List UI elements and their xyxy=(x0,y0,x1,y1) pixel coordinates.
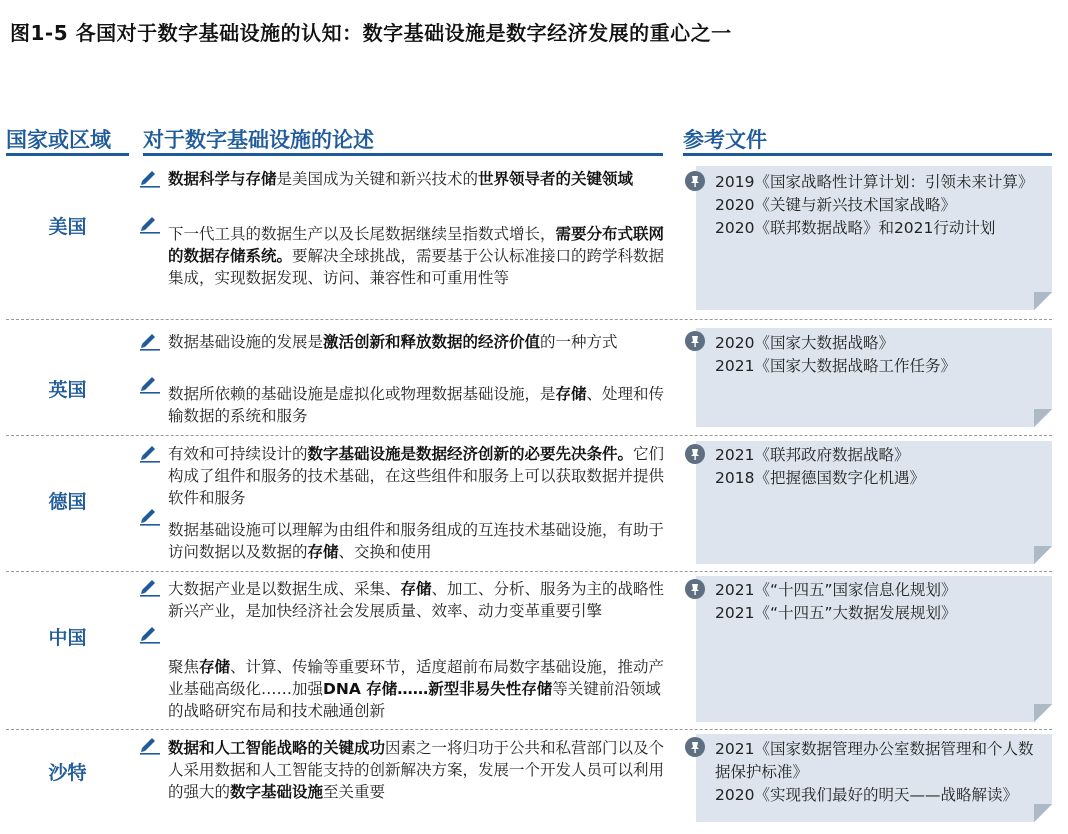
pushpin-icon xyxy=(684,443,706,465)
pen-icon xyxy=(138,374,162,394)
pushpin-icon xyxy=(684,330,706,352)
pen-icon xyxy=(138,168,162,188)
statement-china-2 xyxy=(168,656,665,722)
pen-icon xyxy=(138,735,162,755)
references-usa xyxy=(715,171,1045,240)
country-china: 中国 xyxy=(48,627,87,649)
reference-item: 2018《把握德国数字化机遇》 xyxy=(715,469,925,487)
emphasis-text: 存储 xyxy=(307,543,339,561)
statement-text: 、加工、分析、服务为主的战略性新兴产业，是加快经济社会发展质量、效率、动力变革重要引擎 xyxy=(168,580,665,620)
statement-uk-1 xyxy=(168,331,665,353)
references-germany xyxy=(715,444,1045,490)
statement-text: 的一种方式 xyxy=(540,333,618,351)
reference-item: 2021《“十四五”大数据发展规划》 xyxy=(715,604,957,622)
statement-text: 数据基础设施可以理解为由组件和服务组成的互连技术基础设施，有助于访问数据以及数据的 xyxy=(168,521,665,561)
statement-text: 数据基础设施的发展是 xyxy=(168,333,324,351)
pushpin-icon xyxy=(684,170,706,192)
reference-item: 2020《联邦数据战略》和2021行动计划 xyxy=(715,219,996,237)
statement-germany-1 xyxy=(168,443,665,509)
header-country: 国家或区域 xyxy=(6,124,129,156)
row-separator xyxy=(6,571,1052,572)
country-usa: 美国 xyxy=(48,216,87,238)
emphasis-text: 世界领导者的关键领域 xyxy=(478,170,634,188)
emphasis-text: DNA 存储……新型非易失性存储 xyxy=(323,680,553,698)
statement-uk-2 xyxy=(168,383,665,427)
pushpin-icon xyxy=(684,578,706,600)
references-china xyxy=(715,579,1045,625)
pen-icon xyxy=(138,506,162,526)
reference-item: 2021《“十四五”国家信息化规划》 xyxy=(715,581,957,599)
statement-text: 、处理和传输数据的系统和服务 xyxy=(168,385,665,425)
header-statement: 对于数字基础设施的论述 xyxy=(143,124,663,156)
reference-item: 2021《联邦政府数据战略》 xyxy=(715,446,910,464)
statement-text: 下一代工具的数据生产以及长尾数据继续呈指数式增长， xyxy=(168,225,556,243)
note-fold xyxy=(1034,546,1052,564)
country-saudi: 沙特 xyxy=(48,762,87,784)
pen-icon xyxy=(138,214,162,234)
emphasis-text: 存储 xyxy=(400,580,432,598)
reference-item: 2020《关键与新兴技术国家战略》 xyxy=(715,196,956,214)
references-uk xyxy=(715,332,1045,378)
statement-text: 、交换和使用 xyxy=(338,543,432,561)
note-fold xyxy=(1034,292,1052,310)
statement-germany-2 xyxy=(168,519,665,563)
statement-text: 它们构成了组件和服务的技术基础，在这些组件和服务上可以获取数据并提供软件和服务 xyxy=(168,445,665,507)
emphasis-text: 激活创新和释放数据的经济价值 xyxy=(323,333,541,351)
references-saudi xyxy=(715,738,1045,807)
statement-china-1 xyxy=(168,578,665,622)
country-uk: 英国 xyxy=(48,379,87,401)
statement-text: 等关键前沿领域的战略研究布局和技术融通创新 xyxy=(168,680,661,720)
reference-item: 2020《实现我们最好的明天——战略解读》 xyxy=(715,786,1018,804)
statement-usa-2 xyxy=(168,223,665,289)
statement-text: 、计算、传输等重要环节，适度超前布局数字基础设施，推动产业基础高级化……加强 xyxy=(168,658,665,698)
header-references: 参考文件 xyxy=(683,124,1052,156)
statement-saudi-1 xyxy=(168,737,665,803)
emphasis-text: 数字基础设施 xyxy=(230,783,324,801)
statement-text: 聚焦 xyxy=(168,658,200,676)
statement-usa-1 xyxy=(168,168,665,190)
statement-text: 因素之一将归功于公共和私营部门以及个人采用数据和人工智能支持的创新解决方案，发展一个开发人员可以利用的强大的 xyxy=(168,739,665,801)
statement-text: 有效和可持续设计的 xyxy=(168,445,308,463)
reference-item: 2021《国家大数据战略工作任务》 xyxy=(715,357,956,375)
emphasis-text: 存储 xyxy=(199,658,231,676)
emphasis-text: 数据和人工智能战略的关键成功 xyxy=(168,739,386,757)
statement-text: 大数据产业是以数据生成、采集、 xyxy=(168,580,401,598)
emphasis-text: 数字基础设施是数据经济创新的必要先决条件。 xyxy=(307,445,634,463)
pen-icon xyxy=(138,331,162,351)
statement-text: 至关重要 xyxy=(323,783,386,801)
row-separator xyxy=(6,435,1052,436)
statement-text: 数据所依赖的基础设施是虚拟化或物理数据基础设施，是 xyxy=(168,385,556,403)
emphasis-text: 数据科学与存储 xyxy=(168,170,277,188)
pen-icon xyxy=(138,443,162,463)
row-separator xyxy=(6,729,1052,730)
statement-text: 要解决全球挑战，需要基于公认标准接口的跨学科数据集成，实现数据发现、访问、兼容性和可重用性等 xyxy=(168,247,665,287)
note-fold xyxy=(1034,704,1052,722)
country-germany: 德国 xyxy=(48,491,87,513)
reference-item: 2021《国家数据管理办公室数据管理和个人数据保护标准》 xyxy=(715,740,1034,781)
reference-item: 2019《国家战略性计算计划：引领未来计算》 xyxy=(715,173,1034,191)
pen-icon xyxy=(138,624,162,644)
emphasis-text: 需要分布式联网的数据存储系统。 xyxy=(168,225,665,265)
reference-item: 2020《国家大数据战略》 xyxy=(715,334,894,352)
pen-icon xyxy=(138,577,162,597)
figure-title: 图1-5 各国对于数字基础设施的认知：数字基础设施是数字经济发展的重心之一 xyxy=(10,21,732,45)
row-separator xyxy=(6,319,1052,320)
pushpin-icon xyxy=(684,736,706,758)
note-fold xyxy=(1034,409,1052,427)
emphasis-text: 存储 xyxy=(555,385,587,403)
statement-text: 是美国成为关键和新兴技术的 xyxy=(276,170,479,188)
